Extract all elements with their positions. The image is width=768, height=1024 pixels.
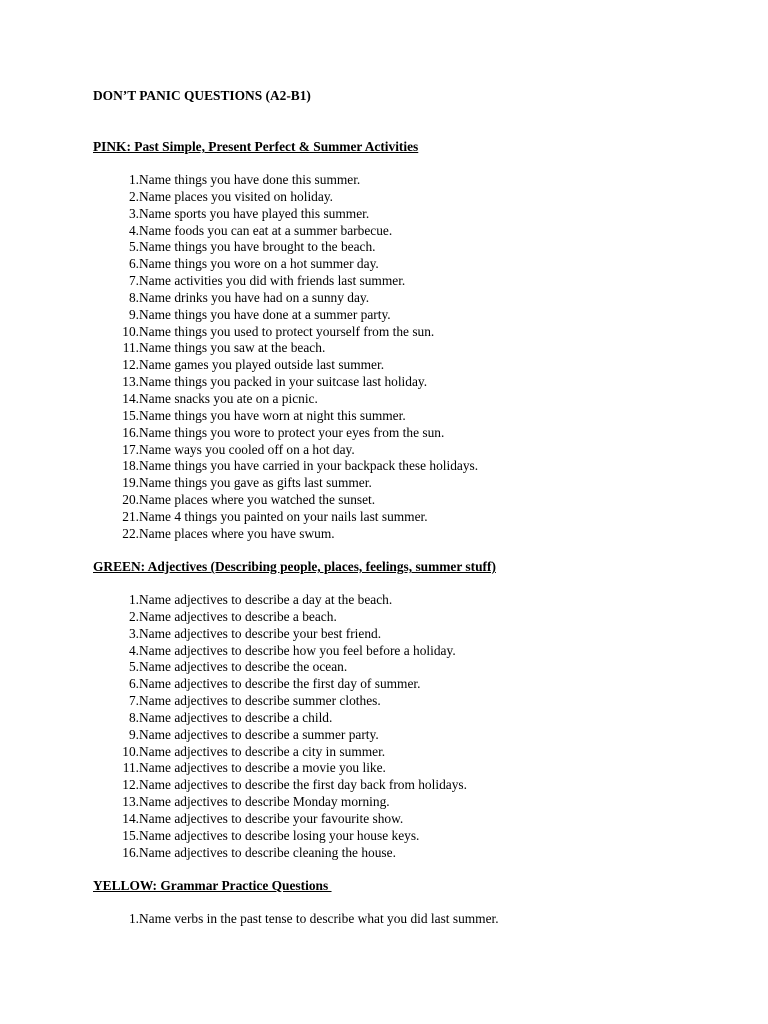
question-text: Name adjectives to describe a movie you like. <box>139 760 386 776</box>
list-item <box>93 390 318 408</box>
question-text: Name things you have worn at night this summer. <box>139 407 406 423</box>
question-text: Name places you visited on holiday. <box>139 188 333 204</box>
question-text: Name things you have done at a summer party. <box>139 306 391 322</box>
question-number: 6. <box>128 676 139 692</box>
list-item <box>93 709 333 727</box>
question-list-yellow <box>93 911 499 928</box>
question-text: Name things you wore on a hot summer day. <box>139 256 379 272</box>
question-text: Name things you have brought to the beach. <box>139 239 376 255</box>
question-number: 6. <box>128 256 139 272</box>
question-text: Name things you have carried in your backpack these holidays. <box>139 458 479 474</box>
list-item <box>93 239 376 256</box>
question-text: Name drinks you have had on a sunny day. <box>139 289 370 305</box>
list-item <box>93 676 421 693</box>
list-item <box>93 525 335 543</box>
question-number: 7. <box>128 273 139 289</box>
question-list-pink <box>93 172 479 543</box>
question-text: Name adjectives to describe losing your house keys. <box>139 827 420 843</box>
list-item <box>93 592 393 609</box>
section-heading-pink: PINK: Past Simple, Present Perfect & Summer Activities <box>93 139 419 154</box>
list-item <box>93 441 355 459</box>
question-number: 15. <box>122 827 139 843</box>
question-number: 7. <box>128 693 139 709</box>
question-text: Name adjectives to describe a child. <box>139 709 333 725</box>
list-item <box>93 222 393 240</box>
question-text: Name adjectives to describe Monday morning. <box>139 794 390 810</box>
question-number: 9. <box>128 306 139 322</box>
question-number: 3. <box>128 625 139 641</box>
list-item <box>93 323 435 341</box>
question-number: 16. <box>122 844 139 860</box>
question-text: Name things you have done this summer. <box>139 172 361 187</box>
question-text: Name adjectives to describe cleaning the house. <box>139 844 396 860</box>
question-number: 17. <box>122 441 139 457</box>
section-heading-green: GREEN: Adjectives (Describing people, places, feelings, summer stuff) <box>93 559 496 574</box>
question-text: Name things you gave as gifts last summer. <box>139 475 372 491</box>
list-item <box>93 289 370 307</box>
question-number: 5. <box>128 659 139 675</box>
question-number: 9. <box>128 726 139 742</box>
question-number: 4. <box>128 642 139 658</box>
question-text: Name snacks you ate on a picnic. <box>139 390 318 406</box>
question-number: 1. <box>128 172 139 187</box>
question-number: 22. <box>122 525 139 541</box>
question-text: Name adjectives to describe a city in summer. <box>139 743 386 759</box>
list-item <box>93 407 406 425</box>
question-text: Name places where you watched the sunset. <box>139 492 376 508</box>
question-text: Name verbs in the past tense to describe what you did last summer. <box>139 911 499 926</box>
question-text: Name ways you cooled off on a hot day. <box>139 441 355 457</box>
question-text: Name things you saw at the beach. <box>139 340 326 356</box>
question-text: Name adjectives to describe your favourite show. <box>139 810 404 826</box>
question-text: Name things you wore to protect your eyes from the sun. <box>139 424 445 440</box>
list-item <box>93 188 333 206</box>
list-item <box>93 273 406 290</box>
list-item <box>93 475 372 492</box>
question-number: 13. <box>122 794 139 810</box>
question-number: 21. <box>122 508 139 524</box>
list-item <box>93 424 445 442</box>
list-item <box>93 340 326 357</box>
list-item <box>93 726 379 744</box>
list-item <box>93 608 337 626</box>
question-number: 18. <box>122 458 139 474</box>
question-number: 15. <box>122 407 139 423</box>
question-number: 19. <box>122 475 139 491</box>
question-number: 10. <box>122 743 139 759</box>
question-text: Name adjectives to describe how you feel before a holiday. <box>139 642 456 658</box>
question-number: 3. <box>128 205 139 221</box>
question-text: Name things you used to protect yourself from the sun. <box>139 323 435 339</box>
question-text: Name games you played outside last summer. <box>139 357 385 373</box>
question-number: 11. <box>122 340 139 356</box>
question-text: Name foods you can eat at a summer barbecue. <box>139 222 393 238</box>
question-number: 20. <box>122 492 139 508</box>
question-text: Name sports you have played this summer. <box>139 205 370 221</box>
list-item <box>93 625 382 643</box>
question-text: Name places where you have swum. <box>139 525 335 541</box>
question-text: Name adjectives to describe a day at the beach. <box>139 592 393 607</box>
list-item <box>93 256 379 273</box>
list-item <box>93 693 381 710</box>
question-text: Name 4 things you painted on your nails last summer. <box>139 508 428 524</box>
list-item <box>93 810 404 828</box>
question-number: 5. <box>128 239 139 255</box>
question-number: 14. <box>122 390 139 406</box>
list-item <box>93 777 467 794</box>
list-item <box>93 306 391 324</box>
question-number: 2. <box>128 608 139 624</box>
question-text: Name adjectives to describe the first day of summer. <box>139 676 421 692</box>
question-text: Name adjectives to describe a summer party. <box>139 726 379 742</box>
question-number: 8. <box>128 709 139 725</box>
list-item <box>93 760 386 777</box>
question-number: 4. <box>128 222 139 238</box>
list-item <box>93 357 385 374</box>
question-number: 12. <box>122 357 139 373</box>
list-item <box>93 911 499 928</box>
question-number: 1. <box>128 911 139 926</box>
question-number: 11. <box>122 760 139 776</box>
question-text: Name activities you did with friends last summer. <box>139 273 406 289</box>
list-item <box>93 659 348 676</box>
list-item <box>93 743 386 761</box>
question-text: Name adjectives to describe your best friend. <box>139 625 382 641</box>
question-text: Name things you packed in your suitcase last holiday. <box>139 374 428 390</box>
question-list-green <box>93 592 467 862</box>
question-number: 2. <box>128 188 139 204</box>
list-item <box>93 827 420 845</box>
list-item <box>93 458 479 475</box>
question-number: 14. <box>122 810 139 826</box>
list-item <box>93 844 396 862</box>
question-number: 10. <box>122 323 139 339</box>
list-item <box>93 642 456 660</box>
question-number: 8. <box>128 289 139 305</box>
question-number: 16. <box>122 424 139 440</box>
list-item <box>93 794 390 811</box>
document-title: DON’T PANIC QUESTIONS (A2-B1) <box>93 88 311 103</box>
question-text: Name adjectives to describe the first day back from holidays. <box>139 777 467 793</box>
list-item <box>93 492 376 509</box>
question-number: 13. <box>122 374 139 390</box>
list-item <box>93 172 361 189</box>
list-item <box>93 205 370 223</box>
question-text: Name adjectives to describe a beach. <box>139 608 337 624</box>
question-text: Name adjectives to describe summer clothes. <box>139 693 381 709</box>
question-number: 1. <box>128 592 139 607</box>
list-item <box>93 508 428 526</box>
question-number: 12. <box>122 777 139 793</box>
section-heading-yellow: YELLOW: Grammar Practice Questions <box>93 878 332 893</box>
question-text: Name adjectives to describe the ocean. <box>139 659 348 675</box>
list-item <box>93 374 428 391</box>
